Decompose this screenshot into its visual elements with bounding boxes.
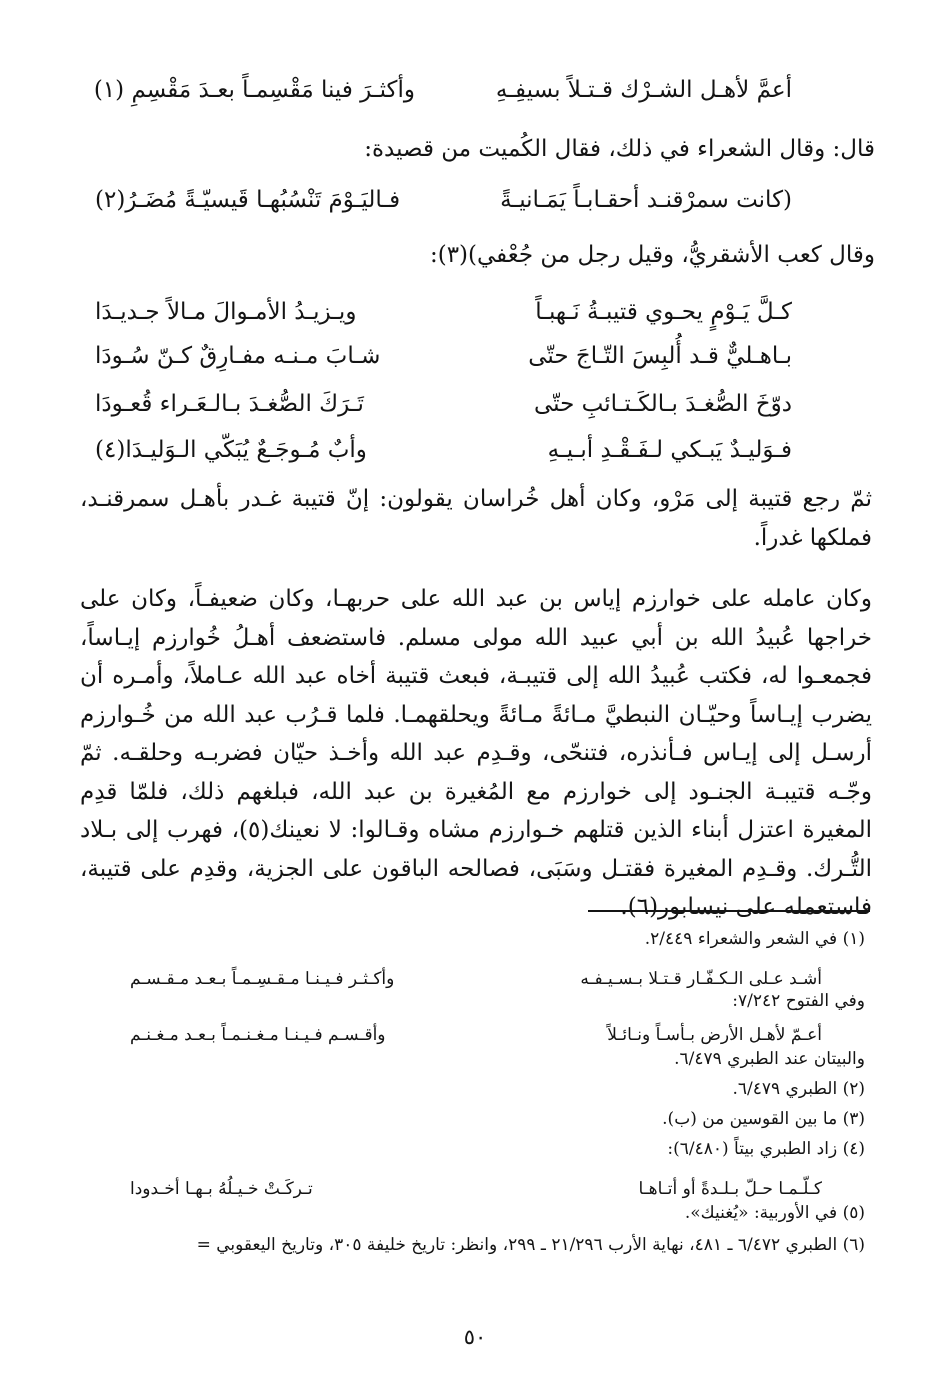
footnote: وفي الفتوح ٧/٢٤٢: bbox=[732, 991, 865, 1011]
verse-second-hemistich: شـابَ مـنـه مفـارِقٌ كـنّ سُـودَا bbox=[95, 343, 381, 369]
body-paragraph: وكان عامله على خوارزم إياس بن عبد الله على حربهـا، وكان ضعيفـاً، وكان على خراجها عُبيدُ الله بن أبي عبيد الله مولى مسلم. فاستضعف أهـلُ خُوارزم إيـاساً، فجمعـوا له، فكتب عُبيدُ الله إلى قتيبـة، فبعث قتيبة أخاه عبد الله عـاملاً، وأمـره أن يضرب إيـاساً وحيّـان النبطيَّ مـائةً مـائةً ويحلقهمـا. فلما قـرُب عبد الله من خُـوارزم أرسـل إلى إيـاس فـأنذره، فتنحّى، وقـدِم عبد الله وأخـذ حيّان فضربـه وحلقـه. ثمّ وجّـه قتيبـة الجنـود إلى خوارزم مع المُغيرة بن عبد الله، فبلغهم ذلك، فلمّا قدِم المغيرة اعتزل أبناء الذين قتلهم خـوارزم مشاه وقـالوا: لا نعينك(٥)، فهرب إلى بـلاد التُّـرك. وقـدِم المغيرة فقتـل وسَبَى، فصالحه الباقون على الجزية، وقدِم على قتيبة، فاستعمله على نيسابور(٦). bbox=[80, 586, 872, 920]
footnote-verse bbox=[130, 1022, 822, 1048]
verse-second-hemistich: وأكثـرَ فينا مَقْسِمـاً بعـدَ مَقْسِمِ (١) bbox=[93, 77, 415, 103]
narration-line: وقال كعب الأشقريُّ، وقيل رجل من جُعْفي)(٣): bbox=[429, 242, 875, 268]
verse-second-hemistich: وأقـسـم فـيـنـا مـغـنـمـاً بـعـد مـغـنـم bbox=[130, 1025, 386, 1045]
body-paragraph: ثمّ رجع قتيبة إلى مَرْو، وكان أهل خُراسان يقولون: إنّ قتيبة غـدر بأهـل سمرقنـد، فملكها غدراً. bbox=[80, 486, 872, 551]
footnote: (٦) الطبري ٦/٤٧٢ ـ ٤٨١، نهاية الأرب ٢١/٢٩٦ ـ ٢٩٩، وانظر: تاريخ خليفة ٣٠٥، وتاريخ اليعقوبي = bbox=[196, 1235, 865, 1255]
footnote: (١) في الشعر والشعراء ٢/٤٤٩. bbox=[644, 929, 865, 949]
poem-verse bbox=[95, 292, 792, 332]
verse-second-hemistich: تـركَـتْ خـيـلُهُ بـهـا أخـدودا bbox=[130, 1179, 313, 1199]
footnote: (٣) ما بين القوسين من (ب). bbox=[662, 1109, 865, 1129]
poem-verse bbox=[95, 180, 792, 220]
verse-first-hemistich: فـوَليـدٌ يَبـكي لـفَـقْـدِ أبـيـهِ bbox=[547, 437, 792, 463]
footnote: (٤) زاد الطبري بيتاً (٦/٤٨٠): bbox=[667, 1139, 865, 1159]
page-number: ٥٠ bbox=[463, 1325, 487, 1349]
verse-first-hemistich: أشـد عـلى الـكـفّـار قـتـلا بـسـيـفـه bbox=[580, 969, 822, 989]
verse-first-hemistich: (كانت سمرْقنـد أحقـابـاً يَمَـانيـةً bbox=[500, 187, 792, 213]
verse-second-hemistich: وأبٌ مُـوجَـعٌ يُبَكّي الـوَليـدَا(٤) bbox=[95, 437, 367, 463]
verse-second-hemistich: فـاليَـوْمَ تَنْسُبُهـا قَيسيّـةً مُضَـرُ(٢) bbox=[95, 187, 401, 213]
footnote: (٢) الطبري ٦/٤٧٩. bbox=[732, 1079, 865, 1099]
narration-line: قال: وقال الشعراء في ذلك، فقال الكُميت من قصيدة: bbox=[364, 136, 875, 162]
verse-first-hemistich: كـلّـمـا حـلّ بـلـدةً أو أتـاهـا bbox=[638, 1179, 822, 1199]
footnote: والبيتان عند الطبري ٦/٤٧٩. bbox=[674, 1049, 865, 1069]
verse-second-hemistich: وأكـثـر فـيـنـا مـقـسِـمـاً بـعـد مـقـسـم bbox=[130, 969, 395, 989]
verse-first-hemistich: أعمَّ لأهـل الشـرْك قـتـلاً بسيفِـهِ bbox=[495, 77, 792, 103]
footnote-divider bbox=[588, 910, 870, 912]
verse-first-hemistich: كـلَّ يَـوْمٍ يحـوي قتيبـةُ نَـهبـاً bbox=[535, 299, 792, 325]
footnote-verse bbox=[130, 1176, 822, 1202]
footnote: (٥) في الأوربية: «يُغنيك». bbox=[684, 1203, 865, 1223]
verse-first-hemistich: دوّخَ الصُّغـدَ بـالكَـتـائبِ حتّى bbox=[534, 391, 792, 417]
verse-first-hemistich: أعـمّ لأهـل الأرض بـأسـاً ونـائـلاً bbox=[607, 1025, 822, 1045]
poem-verse bbox=[95, 336, 792, 376]
verse-first-hemistich: بـاهـليٌّ قـد أُلبِسَ التّـاجَ حتّى bbox=[528, 343, 792, 369]
poem-verse bbox=[95, 70, 792, 110]
poem-verse bbox=[95, 430, 792, 470]
poem-verse bbox=[95, 384, 792, 424]
verse-second-hemistich: ويـزيـدُ الأمـوالَ مـالاً جـديـدَا bbox=[95, 299, 357, 325]
verse-second-hemistich: تَـرَكَ الصُّغـدَ بـالـعَـراء قُعـودَا bbox=[95, 391, 364, 417]
